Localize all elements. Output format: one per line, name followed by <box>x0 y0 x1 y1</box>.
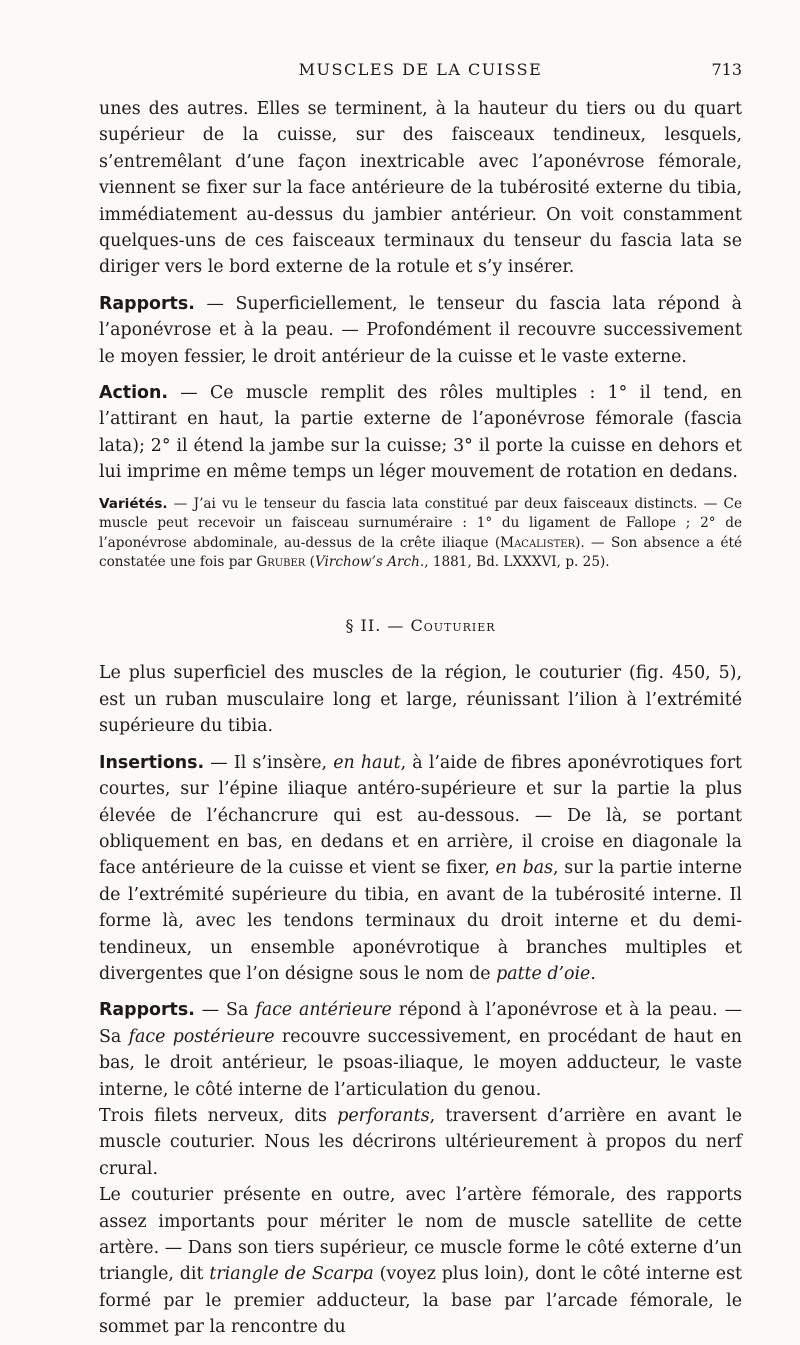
author-gruber: Gruber <box>256 554 306 571</box>
paragraph-scarpa: Le couturier présente en outre, avec l’artère fémorale, des rapports assez importants pour mériter le nom de muscle satellite de cette artère. — Dans son tiers supérieur, ce muscle forme le côté externe d’un triangle, dit triangle de Scarpa (voyez plus loin), dont le côté interne est formé par le premier adducteur, la base par l’arcade fémorale, le sommet par la rencontre du <box>99 1185 743 1338</box>
heading-rapports-2: Rapports. <box>99 1000 195 1021</box>
running-header <box>99 60 742 84</box>
page-number: 713 <box>711 60 742 79</box>
section-heading-couturier: § II. — Couturier <box>345 616 496 636</box>
heading-varietes: Variétés. <box>99 495 168 512</box>
paragraph-tenseur-end: unes des autres. Elles se terminent, à la hauteur du tiers ou du quart supérieur de la cuisse, sur des faisceaux tendineux, lesquels, s’entremêlant d’une façon inextricable avec l’aponévrose fémorale, viennent se fixer sur la face antérieure de la tubérosité externe du tibia, immédiatement au-dessus du jambier antérieur. On voit constamment quelques-uns de ces faisceaux terminaux du tenseur du fascia lata se diriger vers le bord externe de la rotule et s’y insérer. <box>99 99 742 278</box>
page-body <box>99 96 742 1341</box>
running-title: MUSCLES DE LA CUISSE <box>298 60 543 79</box>
paragraph-rapports-couturier: Rapports. — Sa face antérieure répond à l’aponévrose et à la peau. — Sa face postérieure recouvre successivement, en procédant de haut en bas, le droit antérieur, le psoas-iliaque, le moyen adducteur, le vaste interne, le côté interne de l’articulation du genou. <box>99 1000 743 1100</box>
paragraph-perforants: Trois filets nerveux, dits perforants, traversent d’arrière en avant le muscle couturier. Nous les décrirons ultérieurement à propos du nerf crural. <box>99 1105 742 1179</box>
paragraph-couturier-intro: Le plus superficiel des muscles de la région, le couturier (fig. 450, 5), est un ruban musculaire long et large, réunissant l’ilion à l’extrémité supérieure du tibia. <box>99 663 742 737</box>
author-macalister: Macalister <box>500 534 576 551</box>
paragraph-action: Action. — Ce muscle remplit des rôles multiples : 1° il tend, en l’attirant en haut, la partie externe de l’aponévrose fémorale (fascia lata); 2° il étend la jambe sur la cuisse; 3° il porte la cuisse en dehors et lui imprime en même temps un léger mouvement de rotation en dedans. <box>99 383 742 483</box>
note-varietes: Variétés. — J’ai vu le tenseur du fascia lata constitué par deux faisceaux distincts. — Ce muscle peut recevoir un faisceau surnuméraire : 1° du ligament de Fallope ; 2° de l’aponévrose abdominale, au-dessus de la crête iliaque (Macalister). — Son absence a été constatée une fois par Gruber (Virchow’s Arch., 1881, Bd. LXXXVI, p. 25). <box>99 495 742 571</box>
paragraph-rapports-tenseur: Rapports. — Superficiellement, le tenseur du fascia lata répond à l’aponévrose et à la peau. — Profondément il recouvre successivement le moyen fessier, le droit antérieur de la cuisse et le vaste externe. <box>99 293 742 367</box>
heading-insertions: Insertions. <box>99 752 205 773</box>
paragraph-insertions: Insertions. — Il s’insère, en haut, à l’aide de fibres aponévrotiques fort courtes, sur l’épine iliaque antéro-supérieure et sur la partie la plus élevée de l’échancrure qui est au-dessous. — De là, se portant obliquement en bas, en dedans et en arrière, il croise en diagonale la face antérieure de la cuisse et vient se fixer, en bas, sur la partie interne de l’extrémité supérieure du tibia, en avant de la tubérosité interne. Il forme là, avec les tendons terminaux du droit interne et du demi-tendineux, un ensemble aponévrotique à branches multiples et divergentes que l’on désigne sous le nom de patte d’oie. <box>99 752 742 984</box>
heading-action: Action. <box>99 383 168 404</box>
journal-citation: Virchow’s Arch. <box>314 554 425 571</box>
heading-rapports: Rapports. <box>99 293 195 314</box>
